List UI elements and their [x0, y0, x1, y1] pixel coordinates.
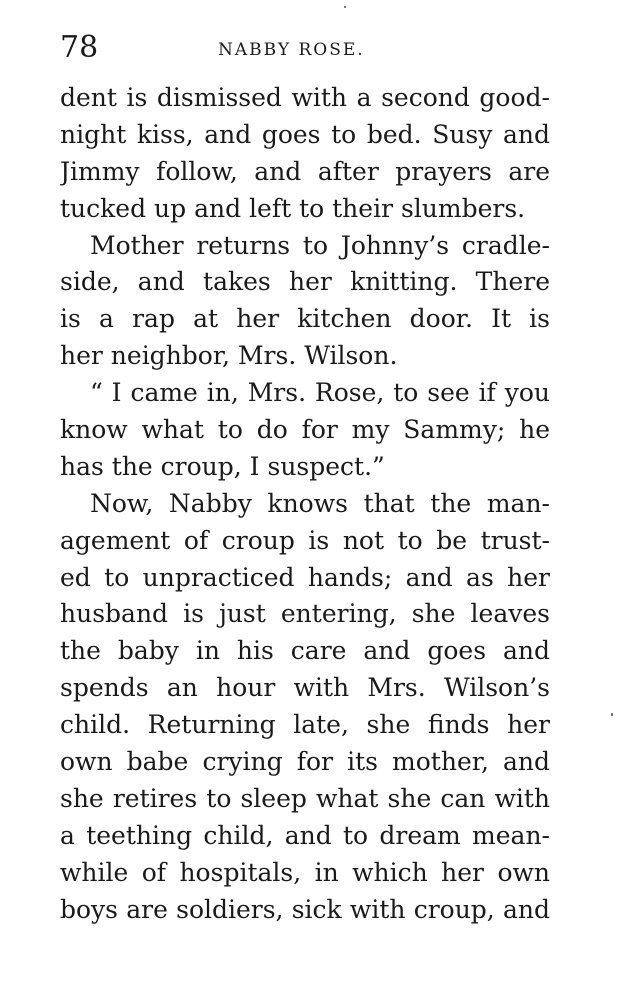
text-line: dent is dismissed with a second good- — [60, 83, 550, 112]
page-header — [60, 30, 550, 70]
text-line: tucked up and left to their slumbers. — [60, 193, 526, 223]
scan-speck — [344, 6, 346, 8]
body-text — [60, 80, 550, 928]
scan-speck — [611, 713, 613, 716]
text-line: night kiss, and goes to bed. Susy and — [60, 119, 550, 149]
text-line: know what to do for my Sammy; he — [60, 415, 550, 445]
text-line: is a rap at her kitchen door. It is — [60, 304, 550, 334]
text-line: agement of croup is not to be trust- — [60, 525, 550, 555]
text-line: a teething child, and to dream mean- — [60, 820, 550, 850]
text-line: husband is just entering, she leaves — [60, 599, 550, 629]
text-line: own babe crying for its mother, and — [60, 747, 550, 777]
text-line: spends an hour with Mrs. Wilson’s — [60, 673, 550, 703]
text-line: child. Returning late, she finds her — [60, 710, 550, 740]
text-line: the baby in his care and goes and — [60, 636, 550, 666]
text-line: has the croup, I suspect.” — [60, 451, 385, 481]
text-line: her neighbor, Mrs. Wilson. — [60, 341, 398, 371]
text-line: Now, Nabby knows that the man- — [90, 488, 550, 518]
text-line: ed to unpracticed hands; and as her — [60, 562, 550, 592]
text-line: Jimmy follow, and after prayers are — [60, 156, 550, 186]
running-head: NABBY ROSE. — [218, 40, 365, 60]
text-line: while of hospitals, in which her own — [60, 857, 550, 887]
text-line: she retires to sleep what she can with — [60, 783, 550, 813]
text-line: Mother returns to Johnny’s cradle- — [90, 230, 550, 260]
text-line: “ I came in, Mrs. Rose, to see if you — [90, 378, 550, 408]
text-line: side, and takes her knitting. There — [60, 267, 550, 297]
page-number: 78 — [60, 30, 99, 65]
text-line: boys are soldiers, sick with croup, and — [60, 894, 550, 924]
